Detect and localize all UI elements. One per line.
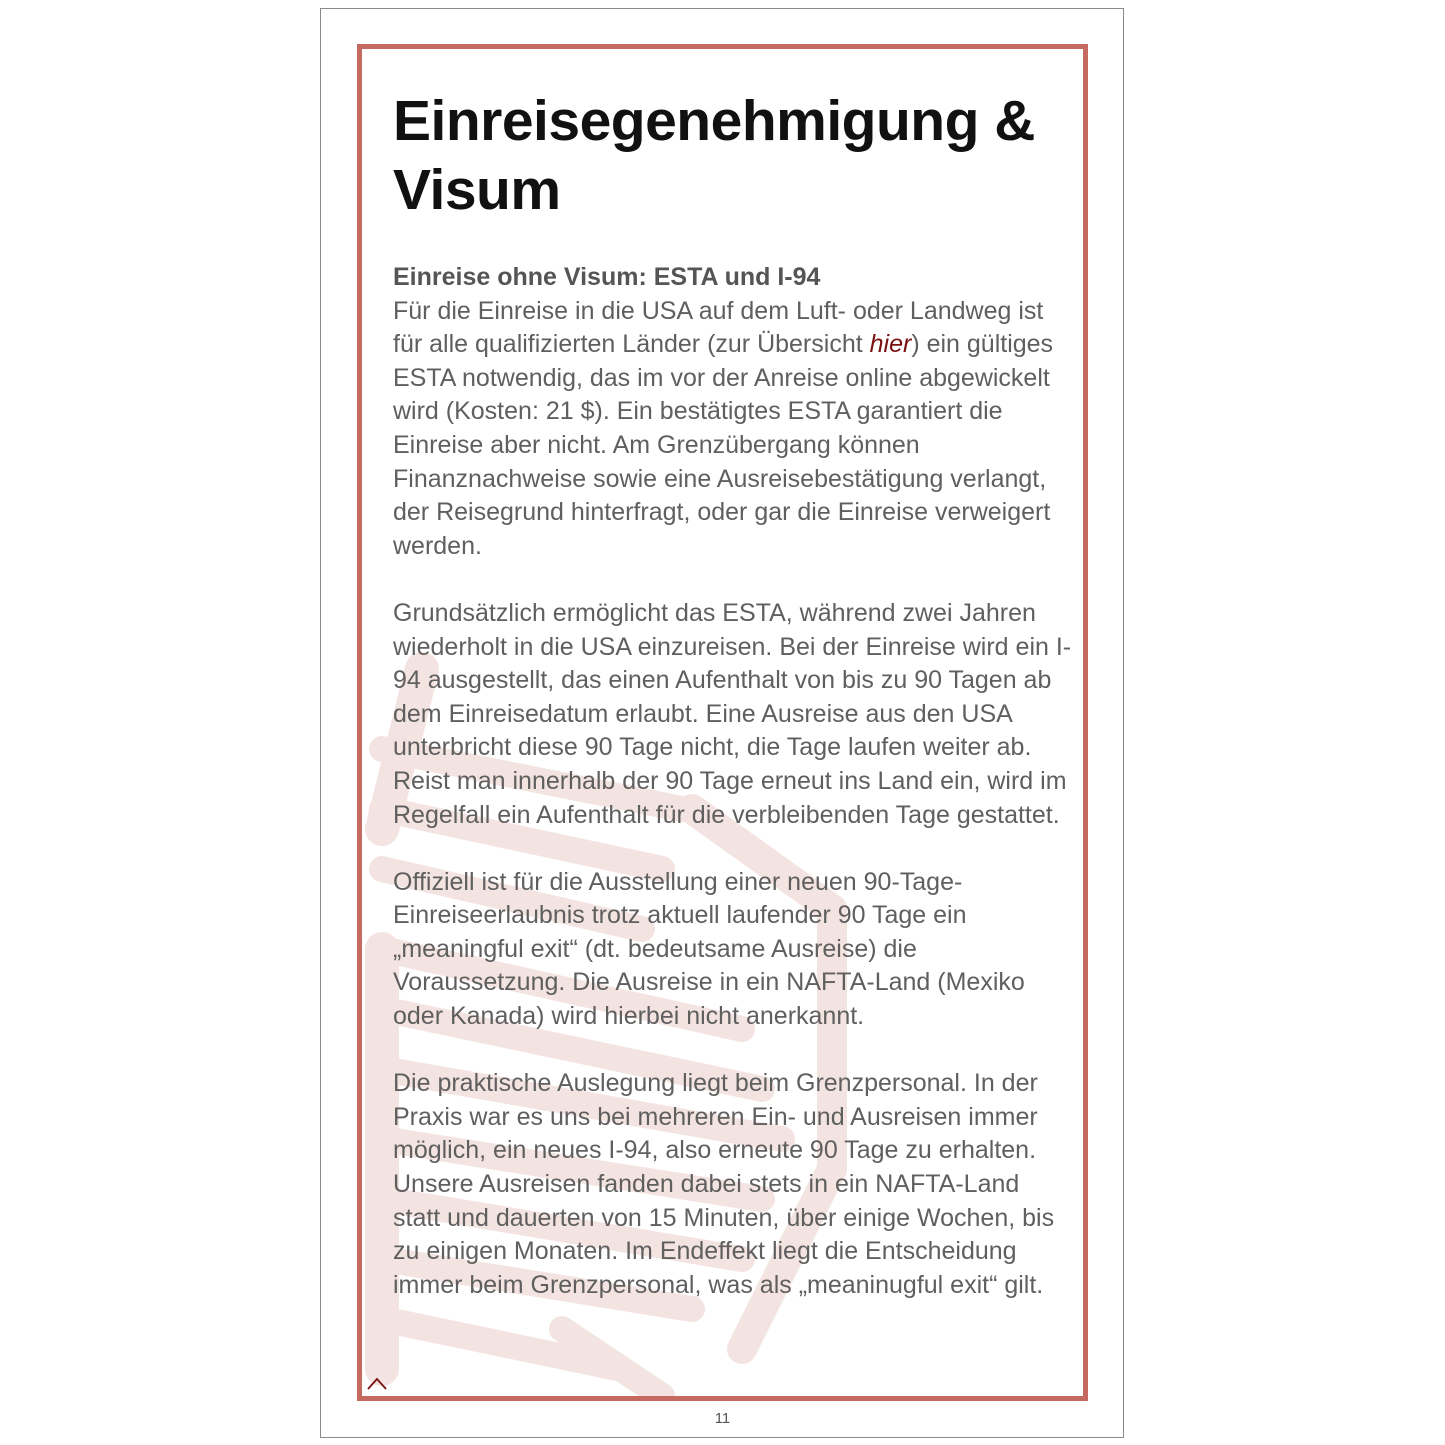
content-column bbox=[393, 87, 1073, 1302]
paragraph-meaningful-exit: Offiziell ist für die Ausstellung einer neuen 90-Tage-Einreiseerlaubnis trotz aktuell laufender 90 Tage ein „meaningful exit“ (dt. bedeutsame Ausreise) die Voraussetzung. Die Ausreise in ein NAFTA-Land (Mexiko oder Kanada) wird hierbei nicht anerkannt. bbox=[393, 867, 1025, 1031]
paragraph-practice: Die praktische Auslegung liegt beim Grenzpersonal. In der Praxis war es uns bei mehreren Ein- und Ausreisen immer möglich, ein neues I-94, also erneute 90 Tage zu erhalten. Unsere Ausreisen fanden dabei stets in ein NAFTA-Land statt und dauerten von 15 Minuten, über einige Wochen, bis zu einigen Monaten. Im Endeffekt liegt die Entscheidung immer beim Grenzpersonal, was als „meaninugful exit“ gilt. bbox=[393, 1069, 1055, 1299]
countries-overview-link[interactable]: hier bbox=[869, 330, 912, 359]
paragraph-esta-validity: Grundsätzlich ermöglicht das ESTA, während zwei Jahren wiederholt in die USA einzureisen. Bei der Einreise wird ein I-94 ausgestellt, das einen Aufenthalt von bis zu 90 Tagen ab dem Einreisedatum erlaubt. Eine Ausreise aus den USA unterbricht diese 90 Tage nicht, die Tage laufen weiter ab. Reist man innerhalb der 90 Tage erneut ins Land ein, wird im Regelfall ein Aufenthalt für die verbleibenden Tage gestattet. bbox=[393, 598, 1072, 829]
chevron-up-icon[interactable] bbox=[366, 1375, 388, 1391]
content-frame bbox=[357, 44, 1088, 1401]
paragraph-text: ) ein gültiges ESTA notwendig, das im vor der Anreise online abgewickelt wird (Kosten: 21 $). Ein bestätigtes ESTA garantiert die Einreise aber nicht. Am Grenzübergang können Finanznachweise sowie eine Ausreisebestätigung verlangt, der Reisegrund hinterfragt, oder gar die Einreise verweigert werden. bbox=[393, 330, 1054, 560]
paragraph-esta-intro bbox=[393, 261, 1073, 563]
page-number: 11 bbox=[714, 1410, 731, 1427]
section-subheading: Einreise ohne Visum: ESTA und I-94 bbox=[393, 263, 821, 291]
paragraph-text: Für die Einreise in die USA auf dem Luft- oder Landweg ist für alle qualifizierten Länder (zur Übersicht bbox=[393, 296, 1044, 359]
page-title: Einreisegenehmigung & Visum bbox=[393, 89, 1035, 222]
article-body bbox=[393, 261, 1073, 1302]
